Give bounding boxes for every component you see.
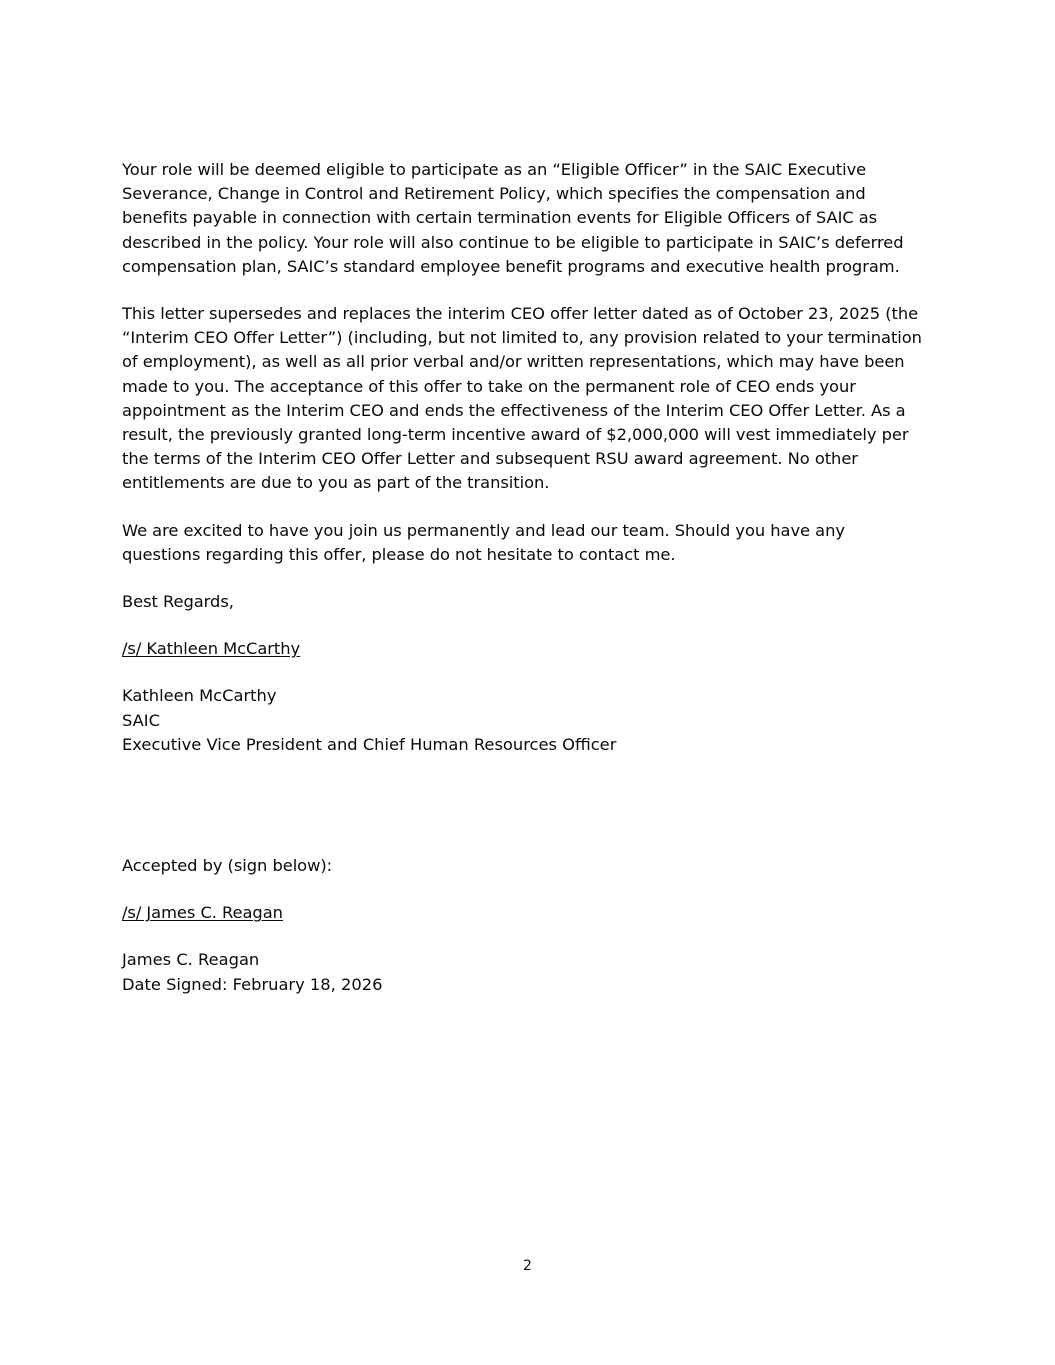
document-body — [122, 158, 928, 1020]
sender-name: Kathleen McCarthy — [122, 686, 277, 706]
recipient-signature-mark — [122, 901, 928, 925]
sender-signature-mark — [122, 637, 928, 661]
sender-signature-block — [122, 684, 928, 757]
acceptance-label: Accepted by (sign below): — [122, 856, 333, 876]
recipient-date-signed: Date Signed: February 18, 2026 — [122, 974, 383, 994]
recipient-signature-text: /s/ James C. Reagan — [122, 903, 283, 923]
sender-signature-text: /s/ Kathleen McCarthy — [122, 639, 301, 659]
paragraph-closing-remarks: We are excited to have you join us permanently and lead our team. Should you have any questions regarding this offer, please do not hesitate to contact me. — [122, 520, 845, 564]
sender-company: SAIC — [122, 710, 160, 730]
signature-spacer — [122, 780, 928, 854]
recipient-signature-block — [122, 948, 928, 996]
paragraph-supersedes: This letter supersedes and replaces the interim CEO offer letter dated as of October 23, 2025 (the “Interim CEO Offer Letter”) (including, but not limited to, any provision related to your termination of employment), as well as all prior verbal and/or written representations, which may have been made to you. The acceptance of this offer to take on the permanent role of CEO ends your appointment as the Interim CEO and ends the effectiveness of the Interim CEO Offer Letter. As a result, the previously granted long-term incentive award of $2,000,000 will vest immediately per the terms of the Interim CEO Offer Letter and subsequent RSU award agreement. No other entitlements are due to you as part of the transition. — [122, 304, 922, 493]
paragraph-eligible-officer: Your role will be deemed eligible to participate as an “Eligible Officer” in the SAIC Executive Severance, Change in Control and Retirement Policy, which specifies the compensation and benefits payable in connection with certain termination events for Eligible Officers of SAIC as described in the policy. Your role will also continue to be eligible to participate in SAIC’s deferred compensation plan, SAIC’s standard employee benefit programs and executive health program. — [122, 160, 904, 276]
page-number: 2 — [523, 1258, 532, 1274]
recipient-name: James C. Reagan — [122, 950, 260, 970]
sender-title: Executive Vice President and Chief Human Resources Officer — [122, 734, 617, 754]
closing-salutation: Best Regards, — [122, 592, 234, 612]
